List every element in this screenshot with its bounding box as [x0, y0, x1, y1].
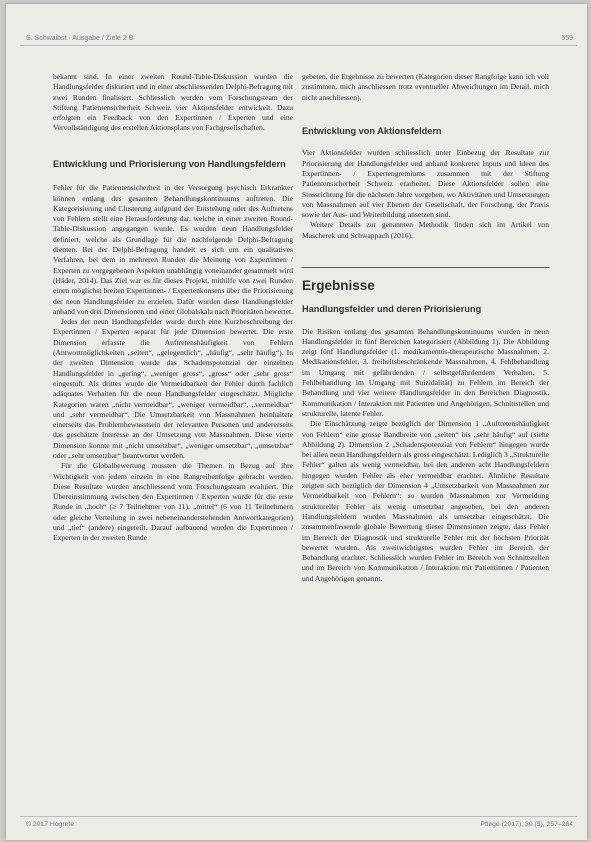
right-column	[302, 72, 549, 584]
page-footer	[20, 816, 577, 829]
section-heading-action-fields: Entwicklung von Aktionsfeldern	[302, 125, 442, 136]
page-number: 559	[561, 35, 573, 42]
running-header-left: S. Schwaibst · Ausgabe / Ziele 2 B	[26, 35, 134, 42]
paragraph: Vier Aktionsfelder wurden schliesslich unter Einbezug der Resultate zur Priorisierung der Handlungsfelder und anhand konkreter Inputs und Ideen des Expertinnen- / Expertengremiums zusammen mit der Stiftung Patientensicherheit Schweiz erarbeitet. Diese Aktionsfelder sollen eine Stossrichtung für die nächsten Jahre vorgeben, wo Aktivitäten und Umsetzungen von Massnahmen auf vier Ebenen der Gesellschaft, der Forschung, der Praxis sowie der Aus- und Weiterbildung ansetzen sind.	[302, 148, 549, 220]
footer-citation: Pflege (2017), 30 (5), 257–264	[480, 821, 573, 828]
running-header	[20, 35, 577, 46]
paragraph: Weitere Details zur genannten Methodik finden sich im Artikel von Mascherek und Schwappach (2016).	[302, 220, 549, 240]
document-page	[6, 4, 587, 840]
paragraph: Die Einschätzung zeigte bezüglich der Dimension 1 „Auftretenshäufigkeit von Fehlern“ eine grosse Bandbreite von „selten“ bis „sehr häufig“ auf (siehe Abbildung 2). Dimension 2 „Schadenspotenzial von Fehlern“ hingegen wurde bei allen neun Handlungsfeldern als gross eingeschätzt. Lediglich 3 „Strukturelle Fehler“ galten als wenig vermeidbar, bei den anderen acht Handlungsfeldern hingegen wurden Fehler als eher vermeidbar erachtet. Ähnliche Resultate zeigten sich bezüglich der Dimension 4 „Umsetzbarkeit von Massnahmen zur Vermeidbarkeit von Fehlern“: so wurden Massnahmen zur Vermeidung struktureller Fehler als wenig umsetzbar angesehen, bei den anderen Handlungsfeldern wurden Massnahmen als umsetzbar eingeschätzt. Die zusammenfassende globale Bewertung dieser Dimensionen zeigte, dass Fehler im Bereich der Diagnostik und strukturelle Fehler mit der höchsten Priorität bewertet wurden. Als zweitwichtigstes wurden Fehler im Bereich der Behandlung erachtet. Schliesslich wurden Fehler im Bereich von Schnittstellen und im Bereich von Kommunikation / Interaktion mit Patientinnen / Patienten und Angehörigen genannt.	[302, 419, 549, 583]
paragraph: Fehler für die Patientensicherheit in der Versorgung psychisch Erkrankter können entlang des gesamten Behandlungskontinuums auftreten. Die Kategorisierung und Clusterung aufgrund der Entstehung oder des Auftretens von Fehlern stellt eine Herausforderung dar, welche in einer zweiten Round-Table-Diskussion angegangen wurde. Es wurden neun Handlungsfelder definiert, welche als Grundlage für die nachfolgende Delphi-Befragung dienten. Bei der Delphi-Befragung handelt es sich um ein qualitatives Verfahren, bei dem in mehreren Runden die Meinung von Expertinnen / Experten zu vorgegebenen Aspekten unabhängig voneinander gesammelt wird (Häder, 2014). Das Ziel war es für dieses Projekt, mithilfe von zwei Runden einen möglichst breiten Expertinnen- / Expertenkonsens über die Priorisierung der neun Handlungsfelder zu erzielen. Dafür wurden diese Handlungsfelder anhand von drei Dimensionen und einer Globalskala nach Prioritäten bewertet.	[53, 183, 293, 316]
paragraph: gebeten, die Ergebnisse zu bewerten (Kategorien dieser Rangfolge kann ich voll zustimmen, mich anschliessen trotz eventueller Abweichungen im Detail, mich nicht anschliessen).	[302, 72, 549, 102]
section-heading-results: Ergebnisse	[302, 278, 375, 294]
paragraph: Die Risiken entlang des gesamten Behandlungskontinuums wurden in neun Handlungsfelder in fünf Bereichen kategorisiert (Abbildung 1). Die Abbildung zeigt fünf Handlungsfelder (1. medikamentös-therapeutische Massnahmen, 2. Medikationsfehler, 3. freiheitsbeschränkende Massnahmen, 4. Fehlbehandlung im Umgang mit gefährdenden / selbstgefährdendem Verhalten, 5. Fehlbehandlung im Umgang mit Suizidalität) zu Fehlern im Bereich der Behandlung und vier weitere Handlungsfelder in den Bereichen Diagnostik, Kommunikation / Interaktion mit Patienten und Angehörigen, Schnittstellen und strukturelle, latente Fehler.	[302, 326, 549, 418]
section-heading-prioritization: Entwicklung und Priorisierung von Handlungsfeldern	[53, 158, 286, 169]
paragraph: Für die Globalbewertung mussten die Themen in Bezug auf ihre Wichtigkeit von jedem einzeln in eine Rangreihenfolge gebracht werden. Diese Resultate wurden anschliessend vom Forschungsteam evaluiert. Die Übereinstimmung zwischen den Expertinnen / Experten wurde für die erste Runde in „hoch“ (≥ 7 Teilnehmer von 11), „mittel“ (6 von 11 Teilnehmern oder gleiche Verteilung in zwei nebeneinanderstehenden Antwortkategorien) und „tief“ (andere) eingeteilt. Darauf aufbauend wurden die Expertinnen / Experten in der zweiten Runde	[53, 461, 293, 543]
subsection-heading-fields: Handlungsfelder und deren Priorisierung	[302, 304, 482, 315]
left-column	[53, 72, 293, 544]
footer-copyright: © 2017 Hogrefe	[26, 821, 75, 828]
paragraph: bekannt sind. In einer zweiten Round-Table-Diskussion wurden die Handlungsfelder diskutiert und in einer abschliessenden Delphi-Befragung mit zwei Runden finalisiert. Schliesslich wurden vom Forschungsteam der Stiftung Patientensicherheit Schweiz vier Aktionsfelder entwickelt. Dazu erfolgten ein Feedback von den Expertinnen / Experten und eine Vervollständigung des erstellen Aktionsplans von Fachgesellschaften.	[53, 72, 293, 133]
paragraph: Jedes der neun Handlungsfelder wurde durch eine Kurzbeschreibung der Expertinnen / Experten separat für jede Dimension bewertet. Die erste Dimension erfasste die Auftretenshäufigkeit von Fehlern (Antwortmöglichkeiten „selten“, „gelegentlich“, „häufig“, „sehr häufig“). In der zweiten Dimension wurde das Schadenspotenzial der einzelnen Handlungsfelder in „gering“, „weniger gross“, „gross“ oder „sehr gross“ eingestuft. Als drittes wurde die Vermeidbarkeit der Fehler durch fachlich adäquates Verhalten für die neun Handlungsfelder eingeschätzt. Mögliche Kategorien waren „nicht vermeidbar“, „weniger vermeidbar“, „vermeidbar“ und „sehr vermeidbar“. Die Umsetzbarkeit von Massnahmen beinhaltete einerseits das Problembewusstsein der relevanten Personen und andererseits das geschätzte Interesse an der Umsetzung von Massnahmen. Diese vierte Dimension konnte mit „nicht umsetzbar“, „weniger umsetzbar“, „umsetzbar“ oder „sehr umsetzbar“ beantwortet werden.	[53, 317, 293, 460]
